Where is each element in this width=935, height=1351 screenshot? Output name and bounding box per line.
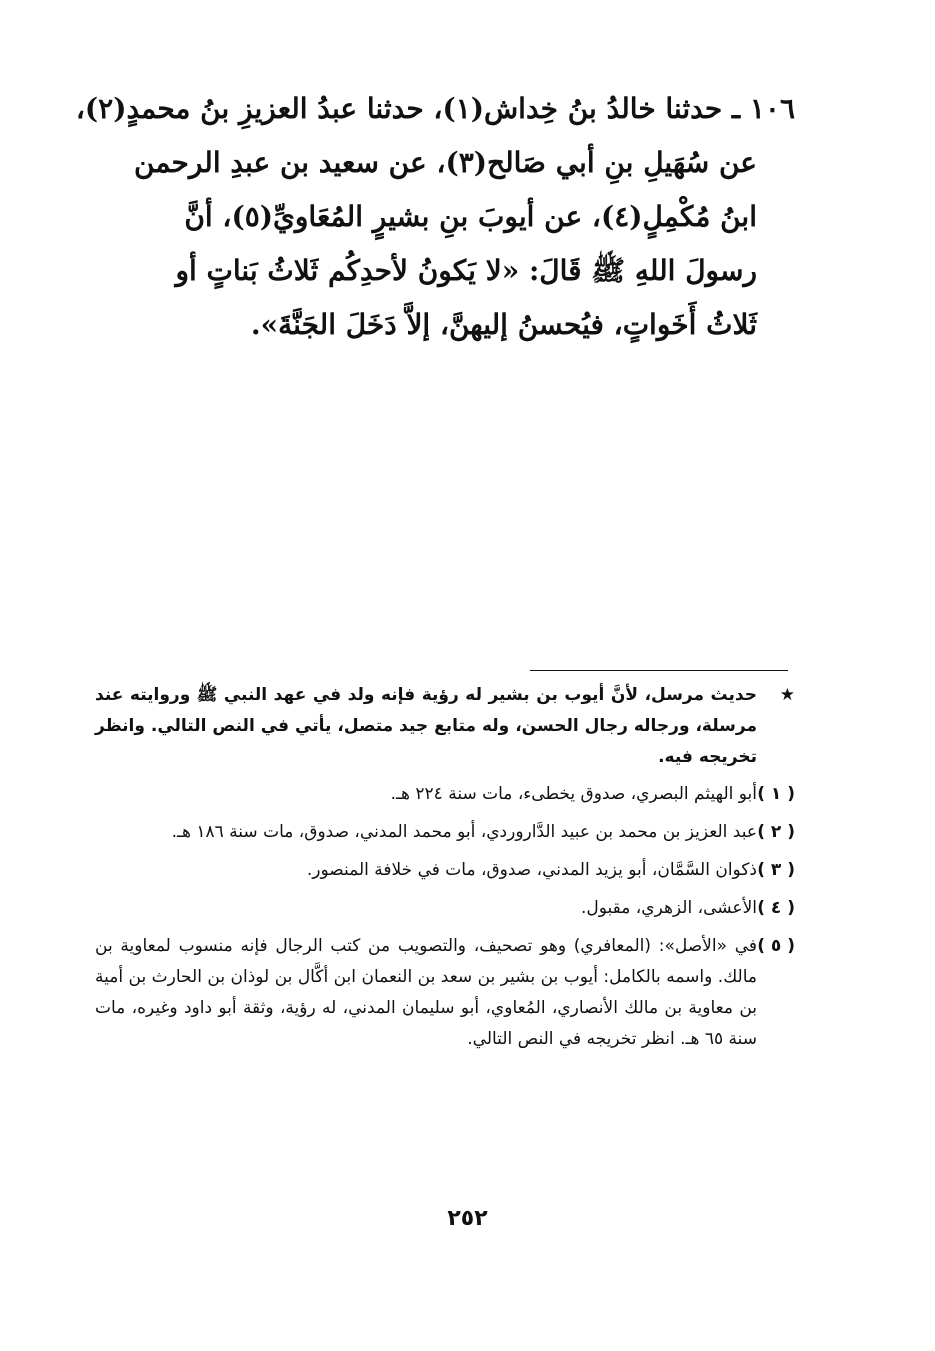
hadith-line: عن سُهَيلِ بنِ أبي صَالح(٣)، عن سعيد بن عبدِ الرحمن — [134, 146, 757, 179]
footnote-number: ( ١ ) — [757, 784, 795, 804]
footnote-4 — [95, 893, 795, 924]
footnote-1 — [95, 779, 795, 810]
footnote-number: ( ٣ ) — [757, 860, 795, 880]
hadith-line: ابنُ مُكْمِلٍ(٤)، عن أيوبَ بنِ بشيرٍ المُعَاويِّ(٥)، أنَّ — [184, 200, 757, 233]
footnote-2 — [95, 817, 795, 848]
footnote-number: ( ٢ ) — [757, 822, 795, 842]
footnote-text: الأعشى، الزهري، مقبول. — [581, 898, 757, 918]
footnotes — [95, 680, 795, 1062]
hadith-line: ثَلاثُ أَخَواتٍ، فيُحسنُ إليهنَّ، إلاَّ دَخَلَ الجَنَّةَ». — [250, 308, 757, 341]
footnote-number: ( ٥ ) — [757, 936, 795, 956]
star-marker: ★ — [779, 685, 795, 705]
hadith-text — [75, 82, 795, 352]
page-number: ٢٥٢ — [447, 1206, 488, 1231]
footnote-separator — [530, 670, 788, 671]
footnote-text: أبو الهيثم البصري، صدوق يخطىء، مات سنة ٢٢٤ هـ. — [390, 784, 757, 804]
footnote-3 — [95, 855, 795, 886]
footnote-5 — [95, 931, 795, 1055]
footnote-text: حديث مرسل، لأنَّ أيوب بن بشير له رؤية فإنه ولد في عهد النبي ﷺ وروايته عند مرسلة، ورجاله رجال الحسن، وله متابع جيد متصل، يأتي في النص التالي. وانظر تخريجه فيه. — [95, 685, 757, 767]
hadith-line: رسولَ اللهِ ﷺ قَالَ: «لا يَكونُ لأحدِكُم ثَلاثُ بَناتٍ أو — [175, 254, 757, 287]
footnote-text: في «الأصل»: (المعافري) وهو تصحيف، والتصويب من كتب الرجال فإنه منسوب لمعاوية بن مالك. واسمه بالكامل: أيوب بن بشير بن سعد بن النعمان ابن أكَّال بن لوذان بن الحارث بن أمية بن معاوية بن مالك الأنصاري، المُعاوي، أبو سليمان المدني، له رؤية، وثقة أبو داود وغيره، مات سنة ٦٥ هـ. انظر تخريجه في النص التالي. — [95, 936, 757, 1049]
footnote-number: ( ٤ ) — [757, 898, 795, 918]
footnote-star — [95, 680, 795, 773]
footnote-text: عبد العزيز بن محمد بن عبيد الدَّاروردي، أبو محمد المدني، صدوق، مات سنة ١٨٦ هـ. — [171, 822, 757, 842]
footnote-text: ذكوان السَّمَّان، أبو يزيد المدني، صدوق، مات في خلافة المنصور. — [306, 860, 757, 880]
hadith-line: ١٠٦ ـ حدثنا خالدُ بنُ خِداش(١)، حدثنا عبدُ العزيزِ بنُ محمدٍ(٢)، — [75, 92, 795, 125]
